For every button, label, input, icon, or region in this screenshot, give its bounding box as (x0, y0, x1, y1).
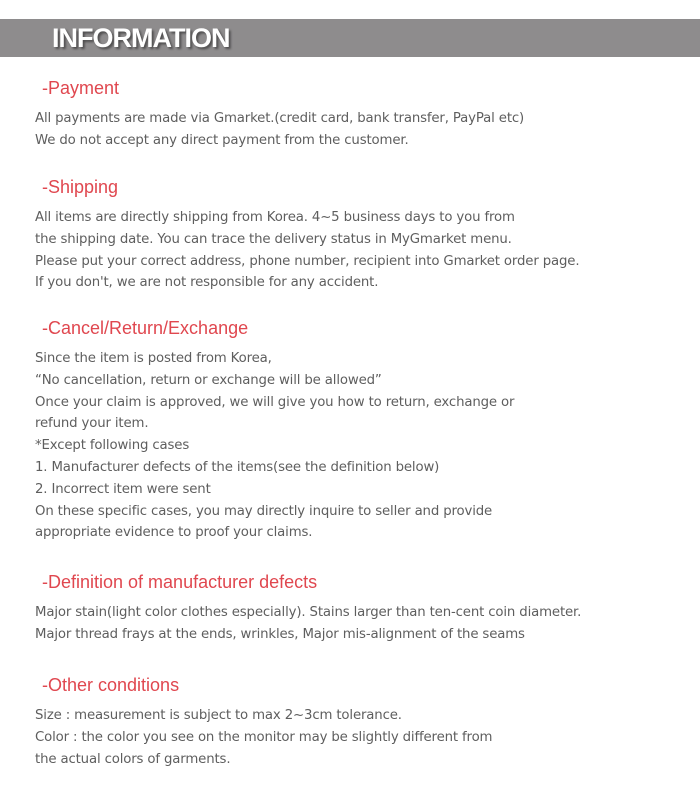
text-line: *Except following cases (35, 438, 190, 454)
information-header (0, 19, 700, 57)
text-line: Once your claim is approved, we will give you how to return, exchange or (35, 394, 515, 410)
section-title: -Cancel/Return/Exchange (42, 318, 249, 338)
section-body (35, 348, 514, 544)
text-line: All items are directly shipping from Korea. 4~5 business days to you from (35, 210, 515, 225)
text-line: the actual colors of garments. (35, 751, 231, 767)
section-body (35, 602, 581, 646)
page-title: INFORMATION (52, 23, 230, 53)
text-line: If you don't, we are not responsible for any accident. (35, 275, 379, 291)
section-body (35, 108, 524, 152)
text-line: All payments are made via Gmarket.(credit card, bank transfer, PayPal etc) (35, 111, 525, 126)
text-line: refund your item. (35, 416, 149, 432)
section-title: -Definition of manufacturer defects (42, 572, 318, 592)
section-title: -Other conditions (42, 675, 180, 695)
text-line: “No cancellation, return or exchange will be allowed” (35, 372, 382, 388)
text-line: 2. Incorrect item were sent (35, 481, 211, 497)
text-line: We do not accept any direct payment from the customer. (35, 132, 409, 148)
text-line: Size : measurement is subject to max 2~3cm tolerance. (35, 708, 402, 723)
section-title: -Payment (42, 78, 120, 98)
section-body (35, 705, 492, 770)
text-line: the shipping date. You can trace the delivery status in MyGmarket menu. (35, 231, 512, 247)
text-line: Please put your correct address, phone number, recipient into Gmarket order page. (35, 253, 580, 269)
text-line: Color : the color you see on the monitor may be slightly different from (35, 729, 493, 745)
text-line: 1. Manufacturer defects of the items(see the definition below) (35, 459, 440, 475)
text-line: Major stain(light color clothes especially). Stains larger than ten-cent coin diameter. (35, 605, 582, 620)
section-body (35, 207, 579, 294)
text-line: Major thread frays at the ends, wrinkles, Major mis-alignment of the seams (35, 626, 525, 642)
section-title: -Shipping (42, 177, 119, 197)
text-line: appropriate evidence to proof your claims. (35, 525, 313, 541)
text-line: Since the item is posted from Korea, (35, 351, 272, 366)
text-line: On these specific cases, you may directly inquire to seller and provide (35, 503, 493, 519)
